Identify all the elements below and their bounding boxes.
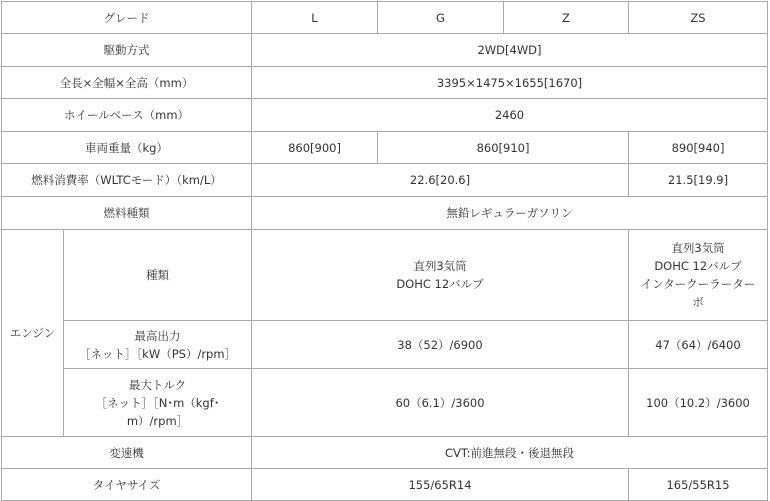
fuel-type-row (2, 197, 768, 230)
grade-header-row (2, 2, 768, 34)
weight-l: 860[900] (252, 132, 378, 164)
size-row (2, 67, 768, 99)
transmission-label: 変速機 (2, 437, 252, 469)
max-torque-zs: 100（10.2）/3600 (629, 369, 768, 437)
drive-label: 駆動方式 (2, 34, 252, 67)
grade-zs: ZS (629, 2, 768, 34)
wheelbase-row (2, 99, 768, 132)
tire-row (2, 469, 768, 501)
max-torque-row (2, 369, 768, 437)
tire-zs: 165/55R15 (629, 469, 768, 501)
max-power-zs: 47（64）/6400 (629, 321, 768, 369)
spec-table (1, 1, 768, 501)
fuel-economy-row (2, 164, 768, 197)
max-power-lgz: 38（52）/6900 (252, 321, 629, 369)
grade-g: G (378, 2, 504, 34)
size-label: 全長×全幅×全高（mm） (2, 67, 252, 99)
size-value: 3395×1475×1655[1670] (252, 67, 768, 99)
fuel-economy-zs: 21.5[19.9] (629, 164, 768, 197)
grade-z: Z (504, 2, 629, 34)
grade-l: L (252, 2, 378, 34)
drive-value: 2WD[4WD] (252, 34, 768, 67)
drive-row (2, 34, 768, 67)
fuel-economy-lgz: 22.6[20.6] (252, 164, 629, 197)
max-torque-lgz: 60（6.1）/3600 (252, 369, 629, 437)
engine-type-label: 種類 (64, 230, 252, 321)
engine-group-label: エンジン (2, 230, 64, 437)
max-power-row (2, 321, 768, 369)
engine-type-zs: 直列3気筒 DOHC 12バルブ インタークーラーター ボ (629, 230, 768, 321)
weight-label: 車両重量（kg） (2, 132, 252, 164)
weight-zs: 890[940] (629, 132, 768, 164)
grade-header-label: グレード (2, 2, 252, 34)
fuel-type-value: 無鉛レギュラーガソリン (252, 197, 768, 230)
max-torque-label: 最大トルク ［ネット］［N･m（kgf･ m）/rpm］ (64, 369, 252, 437)
transmission-row (2, 437, 768, 469)
weight-row (2, 132, 768, 164)
tire-lgz: 155/65R14 (252, 469, 629, 501)
fuel-economy-label: 燃料消費率（WLTCモード）（km/L） (2, 164, 252, 197)
weight-gz: 860[910] (378, 132, 629, 164)
fuel-type-label: 燃料種類 (2, 197, 252, 230)
wheelbase-label: ホイールベース（mm） (2, 99, 252, 132)
engine-type-lgz: 直列3気筒 DOHC 12バルブ (252, 230, 629, 321)
transmission-value: CVT:前進無段・後退無段 (252, 437, 768, 469)
wheelbase-value: 2460 (252, 99, 768, 132)
max-power-label: 最高出力 ［ネット］［kW（PS）/rpm］ (64, 321, 252, 369)
tire-label: タイヤサイズ (2, 469, 252, 501)
engine-type-row (2, 230, 768, 321)
